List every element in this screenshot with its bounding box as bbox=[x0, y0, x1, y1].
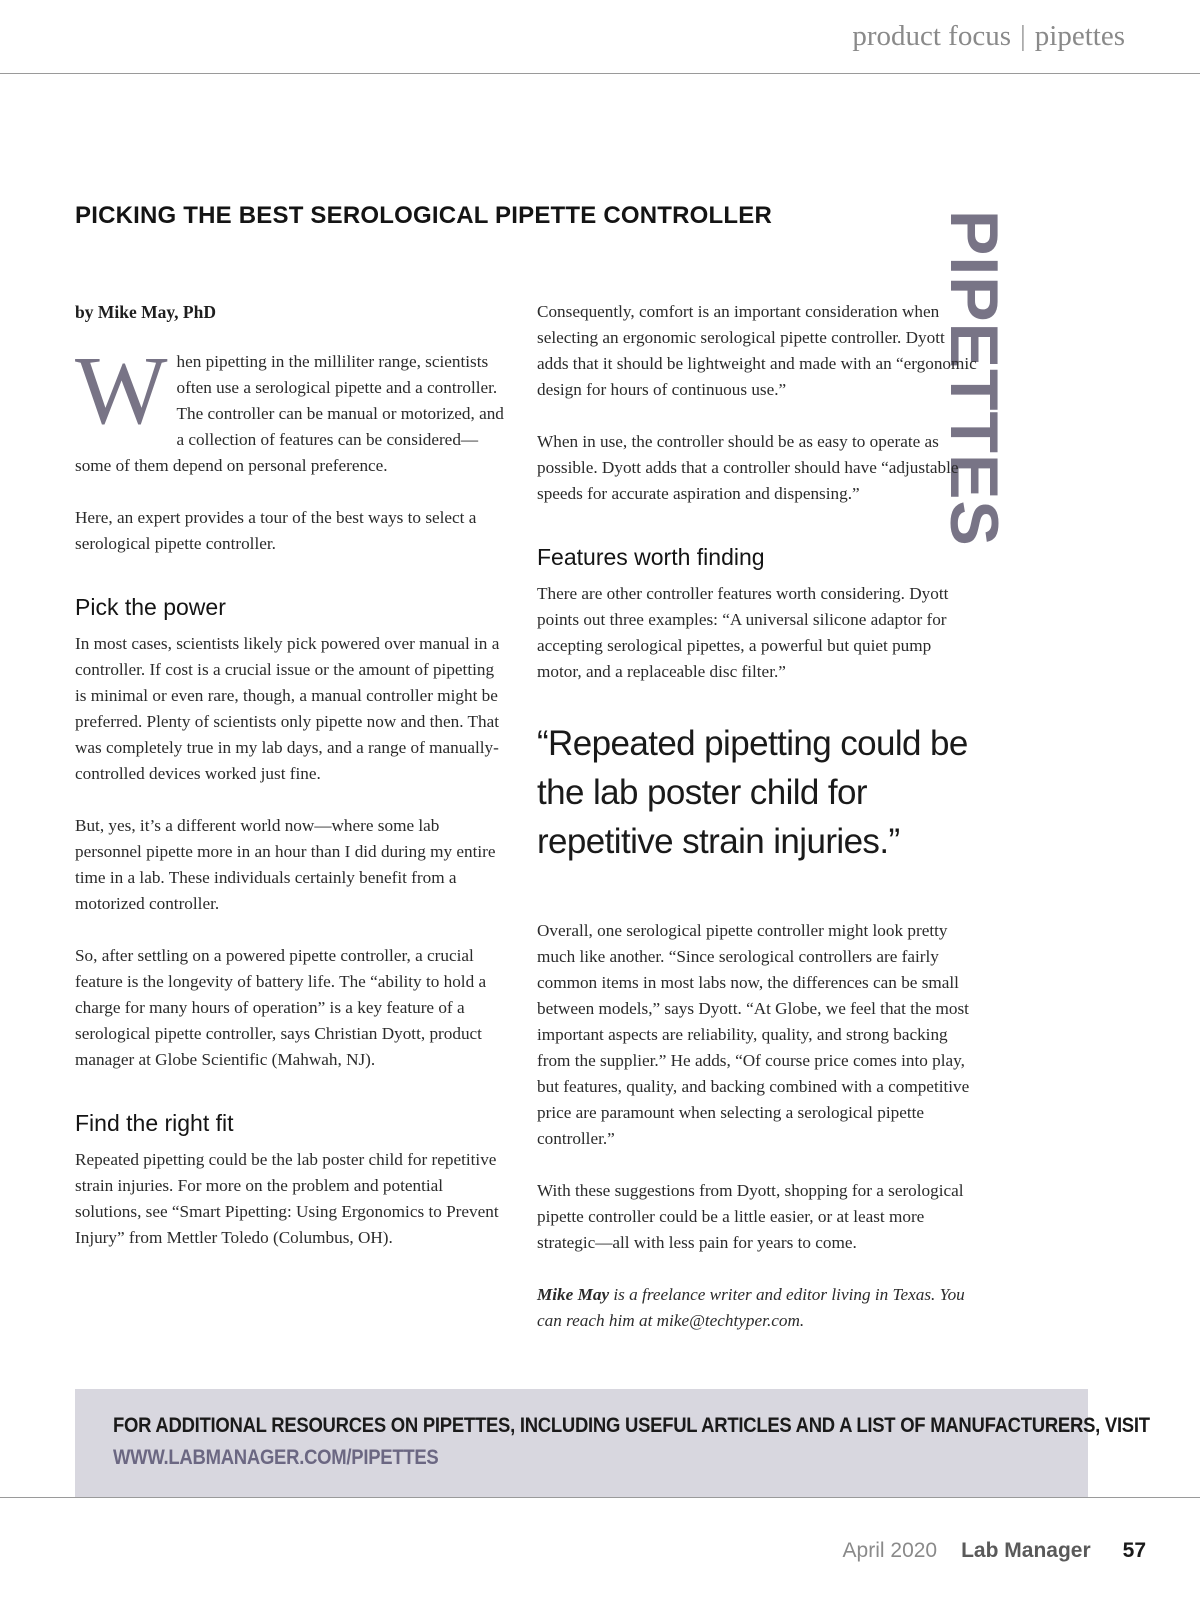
fit-paragraph-3: When in use, the controller should be as easy to operate as possible. Dyott adds that a controller should have “adjustable speeds for accurate aspiration and dispensing.” bbox=[537, 432, 959, 503]
author-name: Mike May bbox=[537, 1285, 610, 1304]
intro-paragraph-2: Here, an expert provides a tour of the best ways to select a serological pipette controller. bbox=[75, 508, 477, 553]
topic-label: pipettes bbox=[1034, 20, 1125, 52]
closing-paragraph-2: With these suggestions from Dyott, shopping for a serological pipette controller could be a little easier, or at least more strategic—all with less pain for years to come. bbox=[537, 1181, 964, 1252]
magazine-name: Lab Manager bbox=[961, 1539, 1091, 1562]
resources-text: FOR ADDITIONAL RESOURCES ON PIPETTES, INCLUDING USEFUL ARTICLES AND A LIST OF MANUFACTURERS, VISIT bbox=[113, 1414, 1150, 1437]
power-paragraph-2: But, yes, it’s a different world now—where some lab personnel pipette more in an hour than I did during my entire time in a lab. These individuals certainly benefit from a motorized controller. bbox=[75, 816, 496, 913]
heading-find-the-right-fit: Find the right fit bbox=[75, 1110, 234, 1136]
left-column bbox=[75, 299, 505, 1251]
article-title: PICKING THE BEST SEROLOGICAL PIPETTE CONTROLLER bbox=[75, 202, 772, 229]
top-divider bbox=[0, 73, 1200, 74]
intro-paragraph bbox=[75, 337, 505, 479]
power-paragraph-1: In most cases, scientists likely pick powered over manual in a controller. If cost is a crucial issue or the amount of pipetting is minimal or even rare, though, a manual controller might be preferred. Plenty of scientists only pipette now and then. That was completely true in my lab days, and a range of manually-controlled devices worked just fine. bbox=[75, 634, 500, 783]
issue-date: April 2020 bbox=[842, 1539, 938, 1562]
author-bio bbox=[537, 1282, 977, 1334]
section-header bbox=[852, 20, 1125, 53]
heading-features-worth-finding: Features worth finding bbox=[537, 544, 765, 570]
bottom-divider bbox=[0, 1497, 1200, 1498]
resources-link[interactable]: WWW.LABMANAGER.COM/PIPETTES bbox=[113, 1446, 439, 1469]
resources-callout bbox=[75, 1389, 1150, 1497]
page-footer bbox=[843, 1539, 1146, 1563]
byline: by Mike May, PhD bbox=[75, 302, 216, 322]
author-bio-text: is a freelance writer and editor living in Texas. You can reach him at mike@techtyper.com. bbox=[537, 1285, 965, 1330]
section-label: product focus bbox=[852, 20, 1011, 52]
header-separator: | bbox=[1019, 20, 1026, 52]
closing-paragraph-1: Overall, one serological pipette controller might look pretty much like another. “Since serological controllers are fairly common items in most labs now, the differences can be small between models,” says Dyott. “At Globe, we feel that the most important aspects are reliability, quality, and strong backing from the supplier.” He adds, “Of course price comes into play, but features, quality, and backing combined with a competitive price are paramount when selecting a serological pipette controller.” bbox=[537, 921, 970, 1148]
fit-paragraph-2: Consequently, comfort is an important consideration when selecting an ergonomic serological pipette controller. Dyott adds that it should be lightweight and made with an “ergonomic design for hours of continuous use.” bbox=[537, 302, 977, 399]
pull-quote: “Repeated pipetting could be the lab poster child for repetitive strain injuries.” bbox=[537, 724, 968, 861]
fit-paragraph-1: Repeated pipetting could be the lab poster child for repetitive strain injuries. For more on the problem and potential solutions, see “Smart Pipetting: Using Ergonomics to Prevent Injury” from Mettler Toledo (Columbus, OH). bbox=[75, 1150, 499, 1247]
features-paragraph-1: There are other controller features worth considering. Dyott points out three examples: “A universal silicone adaptor for accepting serological pipettes, a powerful but quiet pump motor, and a replaceable disc filter.” bbox=[537, 584, 949, 681]
page-number: 57 bbox=[1122, 1539, 1146, 1562]
power-paragraph-3: So, after settling on a powered pipette controller, a crucial feature is the longevity of battery life. The “ability to hold a charge for many hours of operation” is a key feature of a serological pipette controller, says Christian Dyott, product manager at Globe Scientific (Mahwah, NJ). bbox=[75, 946, 487, 1069]
intro-text: hen pipetting in the milliliter range, scientists often use a serological pipette and a controller. The controller can be manual or motorized, and a collection of features can be considered—some of them depend on personal preference. bbox=[75, 352, 504, 475]
heading-pick-the-power: Pick the power bbox=[75, 594, 226, 620]
right-column bbox=[537, 299, 977, 1334]
drop-cap: W bbox=[75, 337, 168, 445]
vertical-section-label: PIPETTES bbox=[936, 210, 1012, 547]
